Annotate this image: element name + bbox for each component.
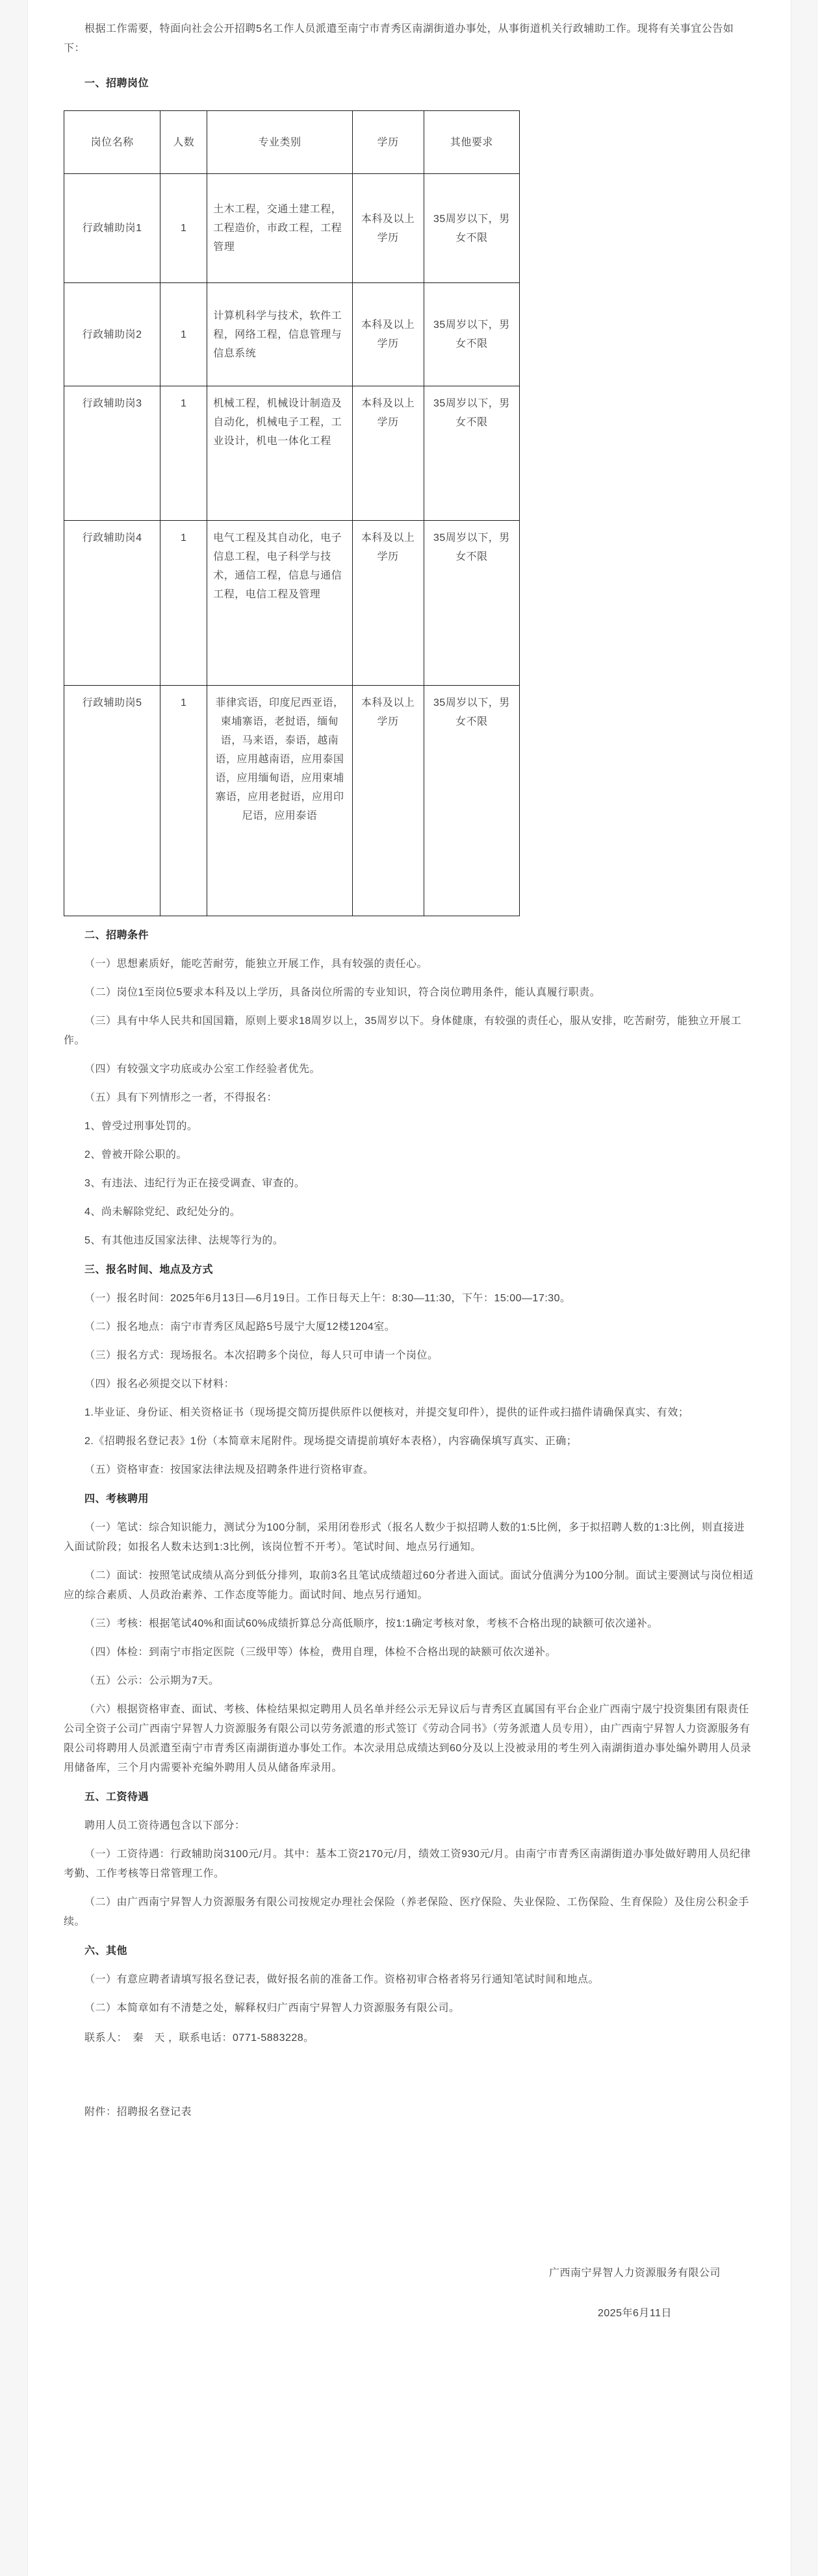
condition-item: （一）思想素质好，能吃苦耐劳，能独立开展工作，具有较强的责任心。 [84, 958, 428, 969]
table-row [64, 386, 520, 521]
cell-post-name: 行政辅助岗4 [64, 521, 160, 686]
cell-post-name: 行政辅助岗2 [64, 283, 160, 386]
section-title-assessment: 四、考核聘用 [84, 1494, 149, 1505]
disqualification-item: 5、有其他违反国家法律、法规等行为的。 [84, 1235, 284, 1246]
disqualification-item: 2、曾被开除公职的。 [84, 1149, 187, 1160]
salary-item: （一）工资待遇：行政辅助岗3100元/月。其中：基本工资2170元/月，绩效工资930元/月。由南宁市青秀区南湖街道办事处做好聘用人员纪律考勤、工作考核等日常管理工作。 [64, 1849, 751, 1879]
registration-item: （一）报名时间：2025年6月13日—6月19日。工作日每天上午：8:30—11:30，下午：15:00—17:30。 [84, 1293, 571, 1304]
assessment-item: （五）公示：公示期为7天。 [84, 1675, 220, 1686]
section-title-others: 六、其他 [84, 1945, 128, 1957]
condition-item: （五）具有下列情形之一者，不得报名： [84, 1092, 278, 1103]
cell-major: 菲律宾语，印度尼西亚语，柬埔寨语，老挝语，缅甸语，马来语，泰语，越南语，应用越南语，应用泰国语，应用缅甸语，应用柬埔寨语，应用老挝语，应用印尼语，应用泰语 [207, 686, 352, 916]
salary-lead: 聘用人员工资待遇包含以下部分： [84, 1820, 246, 1831]
cell-post-name: 行政辅助岗1 [64, 174, 160, 283]
cell-education: 本科及以上学历 [352, 686, 424, 916]
disqualification-item: 3、有违法、违纪行为正在接受调查、审查的。 [84, 1178, 305, 1189]
salary-item: （二）由广西南宁昇智人力资源服务有限公司按规定办理社会保险（养老保险、医疗保险、失业保险、工伤保险、生育保险）及住房公积金手续。 [64, 1897, 750, 1927]
table-header-row [64, 111, 520, 174]
cell-education: 本科及以上学历 [352, 283, 424, 386]
header-post-name: 岗位名称 [64, 111, 160, 174]
disqualification-item: 1、曾受过刑事处罚的。 [84, 1121, 198, 1132]
cell-major: 计算机科学与技术，软件工程，网络工程，信息管理与信息系统 [207, 283, 352, 386]
assessment-item: （一）笔试：综合知识能力，测试分为100分制，采用闭卷形式（报名人数少于拟招聘人数的1:5比例，多于拟招聘人数的1:3比例，则直接进入面试阶段；如报名人数未达到1:3比例，该岗位暂不开考）。笔试时间、地点另行通知。 [64, 1522, 745, 1553]
table-row [64, 686, 520, 916]
cell-major: 电气工程及其自动化，电子信息工程，电子科学与技术，通信工程，信息与通信工程，电信工程及管理 [207, 521, 352, 686]
positions-table [64, 110, 520, 916]
registration-item: （二）报名地点：南宁市青秀区凤起路5号晟宁大厦12楼1204室。 [84, 1321, 396, 1332]
material-item: 2.《招聘报名登记表》1份（本简章末尾附件。现场提交请提前填好本表格），内容确保填写真实、正确； [84, 1436, 578, 1447]
table-row [64, 174, 520, 283]
attachment-line: 附件：招聘报名登记表 [84, 2107, 192, 2118]
signature-block [549, 2264, 721, 2323]
cell-education: 本科及以上学历 [352, 386, 424, 521]
header-headcount: 人数 [160, 111, 207, 174]
header-other-requirements: 其他要求 [424, 111, 519, 174]
material-item: 1.毕业证、身份证、相关资格证书（现场提交简历提供原件以便核对，并提交复印件），提供的证件或扫描件请确保真实、有效； [84, 1407, 689, 1418]
condition-item: （二）岗位1至岗位5要求本科及以上学历，具备岗位所需的专业知识，符合岗位聘用条件，能认真履行职责。 [84, 987, 601, 998]
header-education: 学历 [352, 111, 424, 174]
cell-headcount: 1 [160, 174, 207, 283]
cell-post-name: 行政辅助岗3 [64, 386, 160, 521]
assessment-item: （三）考核：根据笔试40%和面试60%成绩折算总分高低顺序，按1:1确定考核对象，考核不合格出现的缺额可依次递补。 [84, 1618, 658, 1629]
assessment-item: （六）根据资格审查、面试、考核、体检结果拟定聘用人员名单并经公示无异议后与青秀区直属国有平台企业广西南宁晟宁投资集团有限责任公司全资子公司广西南宁昇智人力资源服务有限公司以劳务派遣的形式签订《劳动合同书》（劳务派遣人员专用），由广西南宁昇智人力资源服务有限公司将聘用人员派遣至南宁市青秀区南湖街道办事处工作。本次录用总成绩达到60分及以上没被录用的考生列入南湖街道办事处编外聘用人员录用储备库，三个月内需要补充编外聘用人员从储备库录用。 [64, 1704, 752, 1773]
cell-other: 35周岁以下，男女不限 [424, 283, 519, 386]
section-title-conditions: 二、招聘条件 [84, 930, 149, 941]
registration-item: （五）资格审查：按国家法律法规及招聘条件进行资格审查。 [84, 1464, 374, 1475]
registration-item: （三）报名方式：现场报名。本次招聘多个岗位，每人只可申请一个岗位。 [84, 1350, 439, 1361]
table-row [64, 283, 520, 386]
cell-other: 35周岁以下，男女不限 [424, 686, 519, 916]
cell-headcount: 1 [160, 521, 207, 686]
signature-date: 2025年6月11日 [597, 2308, 672, 2319]
cell-other: 35周岁以下，男女不限 [424, 174, 519, 283]
cell-headcount: 1 [160, 386, 207, 521]
cell-headcount: 1 [160, 686, 207, 916]
cell-other: 35周岁以下，男女不限 [424, 521, 519, 686]
section-title-salary: 五、工资待遇 [84, 1792, 149, 1803]
assessment-item: （二）面试：按照笔试成绩从高分到低分排列，取前3名且笔试成绩超过60分者进入面试。面试分值满分为100分制。面试主要测试与岗位相适应的综合素质、人员政治素养、工作态度等能力。面试时间、地点另行通知。 [64, 1570, 754, 1601]
condition-item: （四）有较强文字功底或办公室工作经验者优先。 [84, 1064, 321, 1075]
cell-major: 机械工程，机械设计制造及自动化，机械电子工程，工业设计，机电一体化工程 [207, 386, 352, 521]
section-title-positions: 一、招聘岗位 [84, 78, 149, 89]
cell-education: 本科及以上学历 [352, 521, 424, 686]
contact-line: 联系人： 秦 天 ，联系电话：0771-5883228。 [84, 2032, 314, 2044]
cell-post-name: 行政辅助岗5 [64, 686, 160, 916]
cell-headcount: 1 [160, 283, 207, 386]
other-item: （二）本简章如有不清楚之处，解释权归广西南宁昇智人力资源服务有限公司。 [84, 2003, 460, 2014]
header-major-category: 专业类别 [207, 111, 352, 174]
signature-company: 广西南宁昇智人力资源服务有限公司 [548, 2268, 721, 2279]
cell-major: 土木工程，交通土建工程，工程造价，市政工程，工程管理 [207, 174, 352, 283]
table-row [64, 521, 520, 686]
intro-paragraph: 根据工作需要，特面向社会公开招聘5名工作人员派遣至南宁市青秀区南湖街道办事处，从事街道机关行政辅助工作。现将有关事宜公告如下： [64, 23, 734, 54]
cell-other: 35周岁以下，男女不限 [424, 386, 519, 521]
cell-education: 本科及以上学历 [352, 174, 424, 283]
other-item: （一）有意应聘者请填写报名登记表，做好报名前的准备工作。资格初审合格者将另行通知笔试时间和地点。 [84, 1974, 600, 1985]
registration-item: （四）报名必须提交以下材料： [84, 1379, 235, 1390]
section-title-registration: 三、报名时间、地点及方式 [84, 1264, 214, 1275]
disqualification-item: 4、尚未解除党纪、政纪处分的。 [84, 1207, 241, 1218]
document-card [27, 0, 791, 2576]
condition-item: （三）具有中华人民共和国国籍，原则上要求18周岁以上，35周岁以下。身体健康，有较强的责任心，服从安排，吃苦耐劳，能独立开展工作。 [64, 1016, 742, 1046]
assessment-item: （四）体检：到南宁市指定医院（三级甲等）体检，费用自理，体检不合格出现的缺额可依次递补。 [84, 1647, 557, 1658]
